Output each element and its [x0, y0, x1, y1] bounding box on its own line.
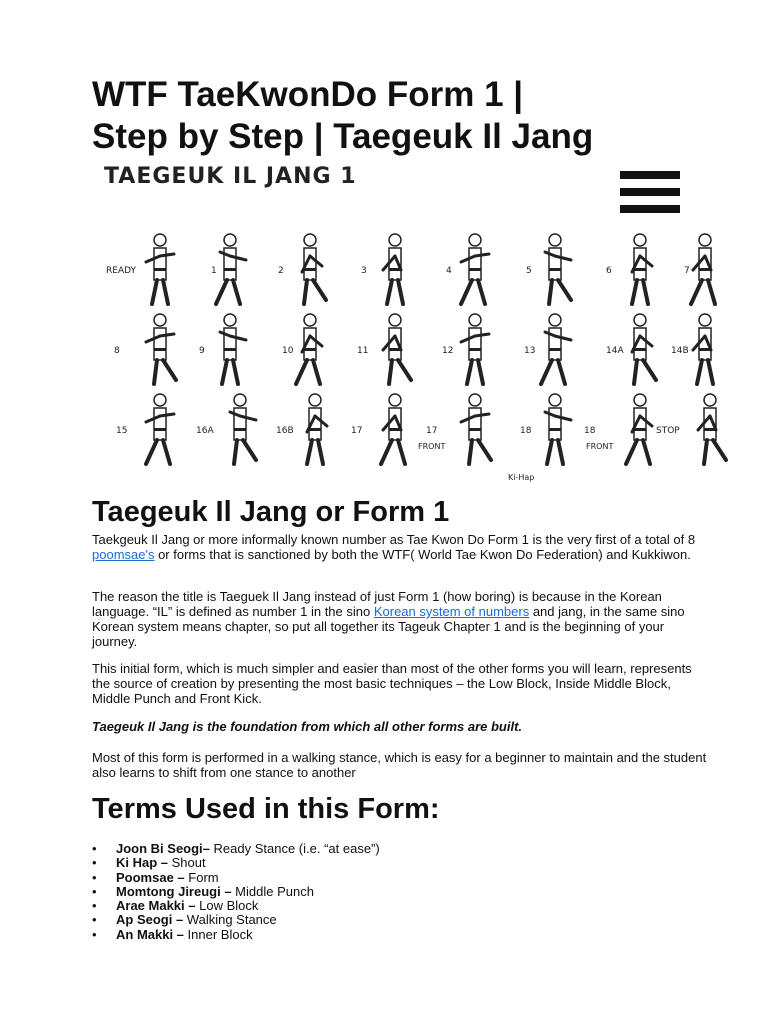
intro-text-b: or forms that is sanctioned by both the WTF( World Tae Kwon Do Federation) and Kukkiwon. — [154, 547, 691, 562]
step-figure — [451, 310, 499, 388]
term-name: Ap Seogi – — [116, 912, 184, 928]
step-label: 8 — [114, 346, 120, 356]
step-label: 14A — [606, 346, 624, 356]
step-figure — [136, 230, 184, 308]
title-line-1: WTF TaeKwonDo Form 1 | — [92, 75, 524, 114]
term-name: Poomsae – — [116, 869, 185, 885]
terms-list — [92, 842, 380, 942]
term-name: Arae Makki – — [116, 898, 196, 914]
step-figure — [531, 310, 579, 388]
step-label: 16A — [196, 426, 214, 436]
term-definition: Middle Punch — [231, 883, 314, 899]
step-label: 14B — [671, 346, 689, 356]
trigram-heaven-icon — [618, 168, 682, 216]
term-name: An Makki – — [116, 926, 184, 942]
term-item — [92, 899, 380, 913]
foundation-paragraph — [92, 719, 712, 734]
step-figure — [686, 390, 734, 468]
step-figure — [206, 310, 254, 388]
term-item — [92, 842, 380, 856]
stance-paragraph: Most of this form is performed in a walking stance, which is easy for a beginner to maintain and the student also learns to shift from one stance to another — [92, 750, 707, 780]
reason-text-b: and jang, in the same sino Korean system means chapter, so put all together its Tageuk Chapter 1 and is the beginning of your journey. — [92, 604, 685, 649]
form-diagram — [96, 160, 746, 490]
intro-text-a: Taekgeuk Il Jang or more informally known number as Tae Kwon Do Form 1 is the very first of a total of 8 — [92, 532, 696, 547]
diagram-heading: TAEGEUK IL JANG 1 — [104, 164, 357, 189]
page-title — [92, 74, 732, 158]
step-figure — [371, 310, 419, 388]
title-reason-paragraph — [92, 589, 712, 649]
term-definition: Walking Stance — [183, 912, 277, 928]
step-figure — [451, 230, 499, 308]
kihap-label: Ki-Hap — [508, 473, 535, 482]
term-item — [92, 913, 380, 927]
korean-numbers-link[interactable]: Korean system of numbers — [373, 604, 530, 619]
step-label: READY — [106, 266, 137, 276]
intro-paragraph — [92, 532, 712, 562]
step-figure — [531, 230, 579, 308]
term-name: Momtong Jireugi – — [116, 883, 232, 899]
step-figure — [531, 390, 579, 468]
foundation-text: Taegeuk Il Jang is the foundation from which all other forms are built. — [92, 719, 523, 734]
step-figure — [291, 390, 339, 468]
poomsae-link[interactable]: poomsae's — [92, 547, 155, 562]
section-heading-form-1: Taegeuk Il Jang or Form 1 — [92, 496, 450, 528]
step-label: 15 — [116, 426, 128, 436]
term-definition: Ready Stance (i.e. “at ease”) — [209, 841, 380, 856]
step-label: 17 — [426, 426, 438, 436]
term-item — [92, 856, 380, 870]
front-label: FRONT — [418, 442, 446, 451]
step-label: 3 — [361, 266, 367, 276]
step-figure — [371, 230, 419, 308]
step-label: STOP — [656, 426, 680, 436]
step-label: 7 — [684, 266, 690, 276]
term-item — [92, 885, 380, 899]
step-label: 9 — [199, 346, 205, 356]
term-name: Joon Bi Seogi– — [116, 841, 210, 856]
techniques-paragraph: This initial form, which is much simpler and easier than most of the other forms you will learn, represents the source of creation by presenting the most basic techniques – the Low Block, Inside Middle Block, Middle Punch and Front Kick. — [92, 661, 692, 706]
step-figure — [216, 390, 264, 468]
step-figure — [136, 390, 184, 468]
step-label: 2 — [278, 266, 284, 276]
step-label: 1 — [211, 266, 217, 276]
step-label: 12 — [442, 346, 454, 356]
step-label: 10 — [282, 346, 294, 356]
term-definition: Shout — [168, 855, 206, 871]
step-label: 11 — [357, 346, 369, 356]
step-figure — [371, 390, 419, 468]
term-definition: Form — [184, 869, 219, 885]
term-definition: Low Block — [195, 898, 259, 914]
step-figure — [136, 310, 184, 388]
term-name: Ki Hap – — [116, 855, 169, 871]
step-label: 5 — [526, 266, 532, 276]
section-heading-terms: Terms Used in this Form: — [92, 793, 440, 825]
reason-text-a: The reason the title is Taeguek Il Jang instead of just Form 1 (how boring) is because in the Korean language. “IL” is defined as number 1 in the sino — [92, 589, 662, 619]
step-label: 16B — [276, 426, 294, 436]
step-label: 18 — [520, 426, 532, 436]
term-item — [92, 928, 380, 942]
step-label: 6 — [606, 266, 612, 276]
term-item — [92, 871, 380, 885]
step-label: 13 — [524, 346, 536, 356]
term-definition: Inner Block — [183, 926, 253, 942]
step-figure — [451, 390, 499, 468]
step-figure — [616, 230, 664, 308]
title-line-2: Step by Step | Taegeuk Il Jang — [92, 117, 594, 156]
step-label: 17 — [351, 426, 363, 436]
step-label: 4 — [446, 266, 452, 276]
front-label: FRONT — [586, 442, 614, 451]
step-figure — [286, 230, 334, 308]
step-label: 18 — [584, 426, 596, 436]
